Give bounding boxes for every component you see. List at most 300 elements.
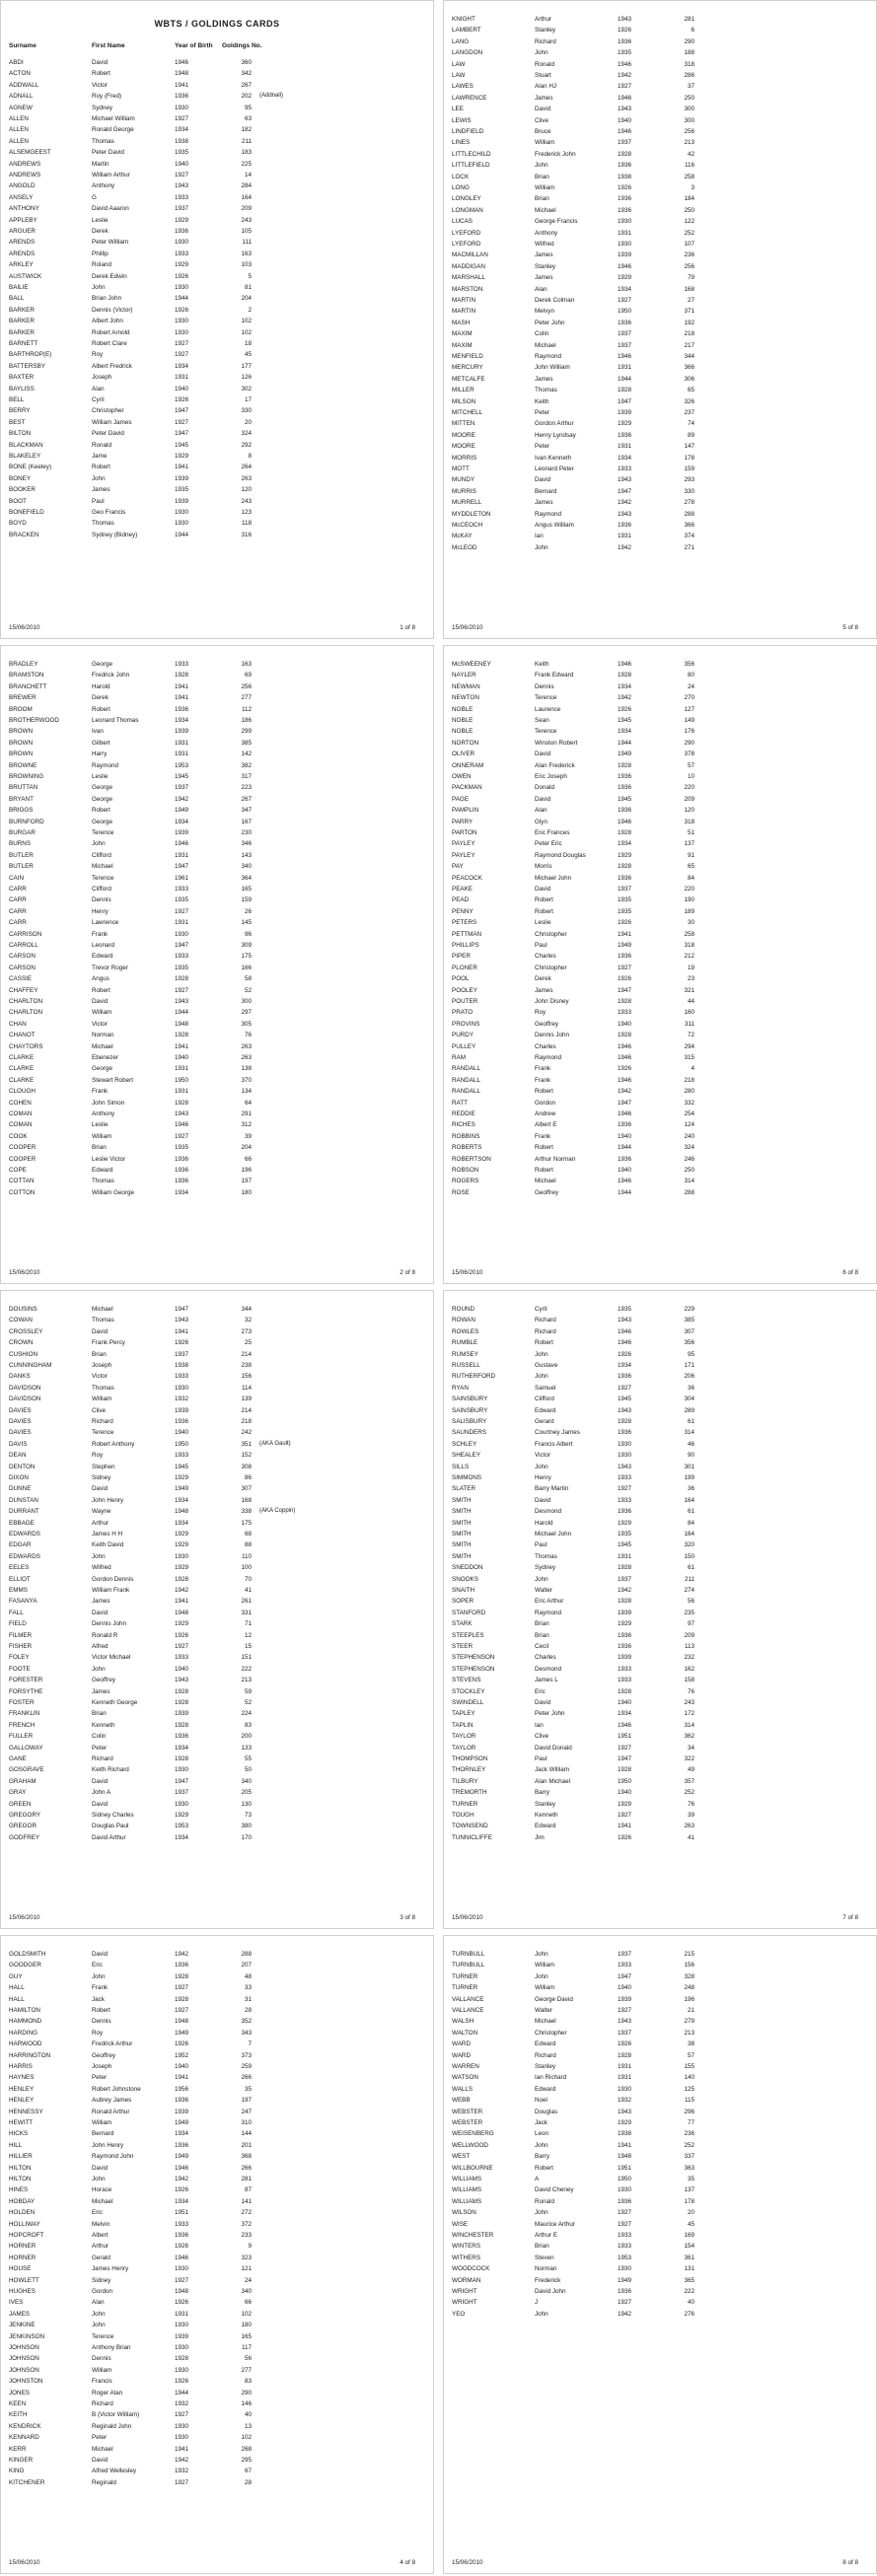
surname-cell: WISE — [452, 2220, 469, 2228]
table-row — [1, 1609, 434, 1617]
surname-cell: CARR — [9, 907, 27, 915]
table-row — [1, 1361, 434, 1370]
goldings-no-cell: 139 — [241, 1395, 252, 1403]
table-row — [444, 1788, 877, 1797]
goldings-no-cell: 6 — [691, 27, 694, 35]
surname-cell: JONES — [9, 2389, 30, 2397]
table-row — [444, 454, 877, 463]
goldings-no-cell: 180 — [241, 1188, 252, 1196]
table-row — [1, 2017, 434, 2026]
goldings-no-cell: 328 — [684, 1972, 694, 1980]
table-row — [444, 296, 877, 305]
goldings-no-cell: 209 — [241, 205, 252, 213]
year-cell: 1932 — [175, 1395, 189, 1403]
surname-cell: STANFORD — [452, 1609, 486, 1616]
table-row — [1, 2242, 434, 2251]
surname-cell: COOPER — [9, 1144, 37, 1152]
surname-cell: PACKMAN — [452, 784, 482, 792]
column-header: Surname — [9, 42, 37, 49]
goldings-no-cell: 149 — [684, 717, 694, 724]
year-cell: 1936 — [618, 1429, 632, 1437]
surname-cell: CARRISON — [9, 930, 42, 938]
first-name-cell: Desmond — [535, 1508, 561, 1516]
goldings-no-cell: 96 — [244, 930, 252, 938]
first-name-cell: Alan — [535, 807, 548, 815]
year-cell: 1934 — [175, 818, 189, 825]
surname-cell: WEBB — [452, 2097, 471, 2105]
goldings-no-cell: 212 — [684, 953, 694, 961]
surname-cell: ANTHONY — [9, 205, 39, 213]
first-name-cell: Ronald — [92, 441, 111, 449]
goldings-no-cell: 279 — [684, 2018, 694, 2026]
goldings-no-cell: 21 — [687, 2007, 694, 2014]
year-cell: 1936 — [175, 1733, 189, 1741]
table-row — [444, 475, 877, 484]
first-name-cell: Victor — [92, 1373, 108, 1381]
goldings-no-cell: 189 — [684, 907, 694, 915]
goldings-no-cell: 263 — [684, 1823, 694, 1830]
first-name-cell: Jame — [92, 453, 108, 460]
year-cell: 1939 — [618, 409, 632, 416]
goldings-no-cell: 61 — [687, 1508, 694, 1516]
surname-cell: COHEN — [9, 1099, 32, 1107]
page-date: 15/06/2010 — [9, 2559, 40, 2566]
table-row — [1, 1507, 434, 1516]
first-name-cell: Joseph — [92, 1362, 112, 1369]
surname-cell: KENDRICK — [9, 2422, 41, 2430]
table-row — [1, 1143, 434, 1152]
year-cell: 1930 — [618, 1452, 632, 1460]
first-name-cell: Alfred Wellesley — [92, 2468, 137, 2475]
first-name-cell: John — [92, 1665, 106, 1673]
surname-cell: WILLBOURNE — [452, 2164, 493, 2172]
year-cell: 1927 — [175, 172, 189, 179]
table-row — [1, 1440, 434, 1449]
goldings-no-cell: 14 — [244, 172, 252, 179]
year-cell: 1933 — [175, 2220, 189, 2228]
year-cell: 1927 — [175, 115, 189, 122]
goldings-no-cell: 79 — [687, 274, 694, 282]
first-name-cell: Gerard — [535, 1418, 554, 1425]
first-name-cell: Leslie — [535, 919, 551, 927]
year-cell: 1933 — [618, 1677, 632, 1684]
year-cell: 1947 — [618, 986, 632, 994]
surname-cell: PAYLEY — [452, 840, 475, 848]
table-row — [1, 1765, 434, 1774]
year-cell: 1927 — [175, 2411, 189, 2419]
table-row — [444, 1575, 877, 1584]
first-name-cell: Brian John — [92, 295, 122, 303]
table-row — [444, 851, 877, 860]
table-row — [1, 2343, 434, 2352]
first-name-cell: Glyn — [535, 818, 548, 825]
first-name-cell: Dennis John — [535, 1032, 570, 1039]
first-name-cell: Christopher — [535, 964, 567, 971]
surname-cell: POOLEY — [452, 986, 477, 994]
first-name-cell: William Frank — [92, 1587, 130, 1594]
first-name-cell: Stanley — [535, 262, 556, 270]
first-name-cell: Derek — [535, 975, 551, 983]
surname-cell: FOOTE — [9, 1665, 31, 1673]
table-row — [444, 1811, 877, 1820]
year-cell: 1930 — [175, 2422, 189, 2430]
first-name-cell: Michael — [535, 341, 556, 349]
surname-cell: BOYD — [9, 520, 27, 528]
goldings-no-cell: 218 — [684, 330, 694, 338]
first-name-cell: Wilfred — [92, 1564, 111, 1572]
table-row — [444, 1676, 877, 1684]
first-name-cell: David — [535, 886, 551, 893]
first-name-cell: Peter — [92, 2074, 108, 2082]
table-row — [444, 1087, 877, 1096]
goldings-no-cell: 66 — [244, 1155, 252, 1163]
surname-cell: DAVIS — [9, 1440, 28, 1448]
table-row — [1, 2287, 434, 2296]
surname-cell: KENNARD — [9, 2434, 39, 2442]
surname-cell: BLAKELEY — [9, 453, 41, 460]
goldings-no-cell: 211 — [241, 137, 252, 145]
first-name-cell: Paul — [535, 1541, 548, 1549]
year-cell: 1937 — [618, 1575, 632, 1583]
year-cell: 1949 — [175, 807, 189, 815]
table-row — [1, 682, 434, 691]
table-row — [444, 2108, 877, 2116]
year-cell: 1926 — [175, 306, 189, 314]
surname-cell: JOHNSON — [9, 2355, 39, 2363]
year-cell: 1947 — [618, 487, 632, 495]
year-cell: 1936 — [618, 2288, 632, 2295]
surname-cell: McLEOD — [452, 543, 477, 551]
surname-cell: FRANKLIN — [9, 1710, 40, 1718]
surname-cell: LINDFIELD — [452, 128, 484, 135]
first-name-cell: Frank — [535, 1132, 551, 1140]
year-cell: 1931 — [175, 851, 189, 859]
table-row — [1, 1653, 434, 1662]
goldings-no-cell: 317 — [241, 773, 252, 780]
goldings-no-cell: 138 — [241, 1065, 252, 1073]
table-row — [1, 1053, 434, 1062]
year-cell: 1947 — [618, 1972, 632, 1980]
first-name-cell: Michael — [92, 1042, 113, 1050]
surname-cell: BARNETT — [9, 340, 38, 347]
goldings-no-cell: 297 — [241, 1009, 252, 1017]
surname-cell: LONGMAN — [452, 206, 483, 214]
table-row — [1, 125, 434, 134]
table-row — [1, 1540, 434, 1549]
year-cell: 1930 — [175, 2265, 189, 2273]
table-row — [1, 508, 434, 517]
year-cell: 1941 — [618, 930, 632, 938]
year-cell: 1945 — [175, 1463, 189, 1470]
goldings-no-cell: 256 — [241, 682, 252, 690]
first-name-cell: James — [535, 499, 553, 507]
year-cell: 1934 — [618, 728, 632, 736]
goldings-no-cell: 274 — [684, 1587, 694, 1594]
surname-cell: ARENDS — [9, 239, 36, 247]
surname-cell: CHAN — [9, 1020, 27, 1028]
table-row — [444, 727, 877, 736]
first-name-cell: William — [92, 2366, 112, 2374]
surname-cell: GRAY — [9, 1789, 27, 1797]
first-name-cell: Roger Alan — [92, 2389, 123, 2397]
first-name-cell: Clifford — [535, 1395, 554, 1403]
year-cell: 1931 — [175, 1065, 189, 1073]
year-cell: 1945 — [175, 441, 189, 449]
surname-cell: LAWES — [452, 83, 474, 91]
surname-cell: IVES — [9, 2299, 24, 2307]
goldings-no-cell: 192 — [684, 319, 694, 326]
goldings-no-cell: 12 — [244, 1631, 252, 1639]
surname-cell: MERCURY — [452, 364, 483, 372]
table-row — [444, 895, 877, 904]
table-row — [1, 204, 434, 213]
goldings-no-cell: 199 — [684, 1474, 694, 1481]
table-row — [444, 1463, 877, 1471]
goldings-no-cell: 270 — [684, 694, 694, 702]
year-cell: 1961 — [175, 874, 189, 882]
table-row — [1, 739, 434, 748]
year-cell: 1945 — [618, 795, 632, 803]
table-row — [444, 806, 877, 815]
year-cell: 1926 — [618, 1065, 632, 1073]
first-name-cell: David — [92, 2164, 109, 2172]
surname-cell: PEACOCK — [452, 874, 482, 882]
surname-cell: STEPHENSON — [452, 1654, 495, 1662]
surname-cell: MASH — [452, 319, 471, 326]
year-cell: 1939 — [175, 2332, 189, 2340]
first-name-cell: George Francis — [535, 218, 578, 226]
goldings-no-cell: 13 — [244, 2422, 252, 2430]
surname-cell: NOBLE — [452, 728, 474, 736]
goldings-no-cell: 213 — [684, 139, 694, 147]
year-cell: 1928 — [618, 1766, 632, 1774]
table-row — [444, 510, 877, 519]
table-row — [1, 2433, 434, 2442]
surname-cell: PAY — [452, 863, 464, 871]
document-page — [443, 645, 877, 1284]
year-cell: 1951 — [618, 2164, 632, 2172]
first-name-cell: Michael John — [535, 874, 572, 882]
table-row — [1, 772, 434, 781]
first-name-cell: Edward — [535, 1823, 556, 1830]
table-row — [1, 885, 434, 894]
goldings-no-cell: 17 — [244, 396, 252, 403]
first-name-cell: Eric — [92, 1962, 103, 1969]
year-cell: 1935 — [618, 1306, 632, 1313]
first-name-cell: Albert John — [92, 318, 123, 325]
surname-cell: GOLDSMITH — [9, 1951, 46, 1958]
goldings-no-cell: 70 — [244, 1575, 252, 1583]
surname-cell: BERRY — [9, 407, 31, 415]
surname-cell: EDWARDS — [9, 1531, 40, 1538]
year-cell: 1928 — [618, 1032, 632, 1039]
goldings-no-cell: 232 — [684, 1654, 694, 1662]
goldings-no-cell: 222 — [241, 1665, 252, 1673]
first-name-cell: Stephen — [92, 1463, 115, 1470]
year-cell: 1926 — [175, 2299, 189, 2307]
surname-cell: HILTON — [9, 2164, 32, 2172]
first-name-cell: Lawrence — [92, 919, 119, 927]
table-row — [1, 2073, 434, 2082]
surname-cell: BROTHERWOOD — [9, 717, 59, 724]
table-row — [1, 2478, 434, 2487]
surname-cell: McCEOCH — [452, 522, 483, 529]
surname-cell: BROWN — [9, 739, 34, 747]
goldings-no-cell: 211 — [684, 1575, 694, 1583]
table-row — [444, 1642, 877, 1651]
goldings-no-cell: 218 — [241, 1418, 252, 1425]
first-name-cell: Ivan — [92, 728, 104, 736]
year-cell: 1936 — [618, 1631, 632, 1639]
first-name-cell: Frederick John — [535, 150, 576, 158]
goldings-no-cell: 152 — [241, 1452, 252, 1460]
goldings-no-cell: 314 — [684, 1178, 694, 1185]
page-date: 15/06/2010 — [9, 624, 40, 631]
goldings-no-cell: 83 — [244, 2378, 252, 2386]
table-row — [444, 2085, 877, 2094]
goldings-no-cell: 45 — [244, 351, 252, 359]
surname-cell: PENNY — [452, 907, 474, 915]
first-name-cell: Desmond — [535, 1665, 561, 1673]
goldings-no-cell: 286 — [684, 72, 694, 79]
goldings-no-cell: 254 — [684, 1110, 694, 1117]
surname-cell: HORNER — [9, 2243, 37, 2251]
year-cell: 1942 — [175, 795, 189, 803]
surname-cell: BATTERSBY — [9, 362, 45, 370]
year-cell: 1944 — [175, 2389, 189, 2397]
table-row — [444, 183, 877, 192]
goldings-no-cell: 366 — [684, 364, 694, 372]
surname-cell: TOUGH — [452, 1812, 475, 1819]
surname-cell: EMMS — [9, 1587, 28, 1594]
table-row — [1, 1676, 434, 1684]
first-name-cell: Bruce — [535, 128, 551, 135]
year-cell: 1930 — [175, 509, 189, 516]
year-cell: 1948 — [175, 2288, 189, 2295]
first-name-cell: John — [92, 2310, 106, 2318]
goldings-no-cell: 46 — [687, 1440, 694, 1448]
year-cell: 1940 — [618, 116, 632, 124]
goldings-no-cell: 250 — [684, 1167, 694, 1174]
goldings-no-cell: 39 — [687, 1812, 694, 1819]
year-cell: 1936 — [618, 807, 632, 815]
surname-cell: GOODGER — [9, 1962, 41, 1969]
year-cell: 1929 — [175, 216, 189, 224]
first-name-cell: Wayne — [92, 1508, 111, 1516]
first-name-cell: Gilbert — [92, 739, 110, 747]
year-cell: 1929 — [618, 420, 632, 428]
year-cell: 1939 — [618, 1995, 632, 2003]
first-name-cell: James Henry — [92, 2265, 129, 2273]
surname-cell: SMITH — [452, 1552, 472, 1560]
table-row — [1, 1575, 434, 1584]
goldings-no-cell: 114 — [241, 1384, 252, 1392]
first-name-cell: Clive — [535, 116, 548, 124]
surname-cell: POUTER — [452, 998, 478, 1005]
goldings-no-cell: 73 — [244, 1812, 252, 1819]
table-row — [444, 250, 877, 259]
year-cell: 1943 — [618, 1463, 632, 1470]
goldings-no-cell: 31 — [244, 1995, 252, 2003]
goldings-no-cell: 72 — [687, 1032, 694, 1039]
table-row — [444, 386, 877, 394]
surname-cell: LITTLECHILD — [452, 150, 491, 158]
first-name-cell: Victor — [92, 1020, 108, 1028]
year-cell: 1943 — [618, 510, 632, 518]
table-row — [444, 419, 877, 428]
table-row — [444, 1177, 877, 1185]
year-cell: 1946 — [618, 1076, 632, 1084]
goldings-no-cell: 177 — [241, 362, 252, 370]
surname-cell: GOSGRAVE — [9, 1766, 44, 1774]
year-cell: 1936 — [618, 874, 632, 882]
year-cell: 1940 — [175, 385, 189, 393]
table-row — [444, 739, 877, 748]
surname-cell: CUNNINGHAM — [9, 1362, 52, 1369]
surname-cell: GREGORY — [9, 1812, 41, 1819]
goldings-no-cell: 362 — [684, 1733, 694, 1741]
surname-cell: PEAKE — [452, 886, 473, 893]
year-cell: 1942 — [618, 543, 632, 551]
year-cell: 1949 — [618, 751, 632, 758]
goldings-no-cell: 50 — [244, 1766, 252, 1774]
first-name-cell: Keith David — [92, 1541, 124, 1549]
year-cell: 1937 — [175, 1350, 189, 1358]
year-cell: 1926 — [175, 2040, 189, 2048]
surname-cell: NAYLER — [452, 672, 476, 680]
first-name-cell: Richard — [535, 37, 556, 45]
goldings-no-cell: 154 — [684, 2243, 694, 2251]
table-row — [444, 1406, 877, 1415]
year-cell: 1927 — [175, 2276, 189, 2284]
year-cell: 1947 — [175, 1306, 189, 1313]
surname-cell: BURNFORD — [9, 818, 44, 825]
surname-cell: TAPLEY — [452, 1710, 475, 1718]
table-row — [1, 1950, 434, 1959]
surname-cell: WRIGHT — [452, 2299, 477, 2307]
goldings-no-cell: 261 — [241, 1598, 252, 1606]
goldings-no-cell: 324 — [684, 1144, 694, 1152]
goldings-no-cell: 35 — [687, 2176, 694, 2182]
year-cell: 1935 — [175, 1144, 189, 1152]
year-cell: 1927 — [175, 907, 189, 915]
surname-cell: WATSON — [452, 2074, 478, 2082]
surname-cell: HOLDEN — [9, 2209, 36, 2217]
year-cell: 1936 — [618, 1643, 632, 1650]
year-cell: 1931 — [175, 751, 189, 758]
surname-cell: BARKER — [9, 306, 35, 314]
year-cell: 1949 — [175, 1485, 189, 1493]
year-cell: 1950 — [618, 308, 632, 316]
goldings-no-cell: 196 — [241, 1167, 252, 1174]
first-name-cell: David — [92, 1951, 109, 1958]
table-row — [444, 116, 877, 125]
table-row — [1, 317, 434, 325]
table-row — [1, 862, 434, 871]
surname-cell: CLARKE — [9, 1054, 35, 1061]
table-row — [444, 1372, 877, 1381]
surname-cell: GODFREY — [9, 1833, 40, 1841]
surname-cell: MARTIN — [452, 308, 476, 316]
year-cell: 1937 — [618, 2029, 632, 2037]
year-cell: 1926 — [618, 919, 632, 927]
surname-cell: COPE — [9, 1167, 27, 1174]
table-row — [1, 2366, 434, 2375]
first-name-cell: Clifford — [92, 886, 111, 893]
first-name-cell: Fredrick Arthur — [92, 2040, 133, 2048]
first-name-cell: Paul — [535, 1755, 548, 1762]
goldings-no-cell: 97 — [687, 1620, 694, 1628]
